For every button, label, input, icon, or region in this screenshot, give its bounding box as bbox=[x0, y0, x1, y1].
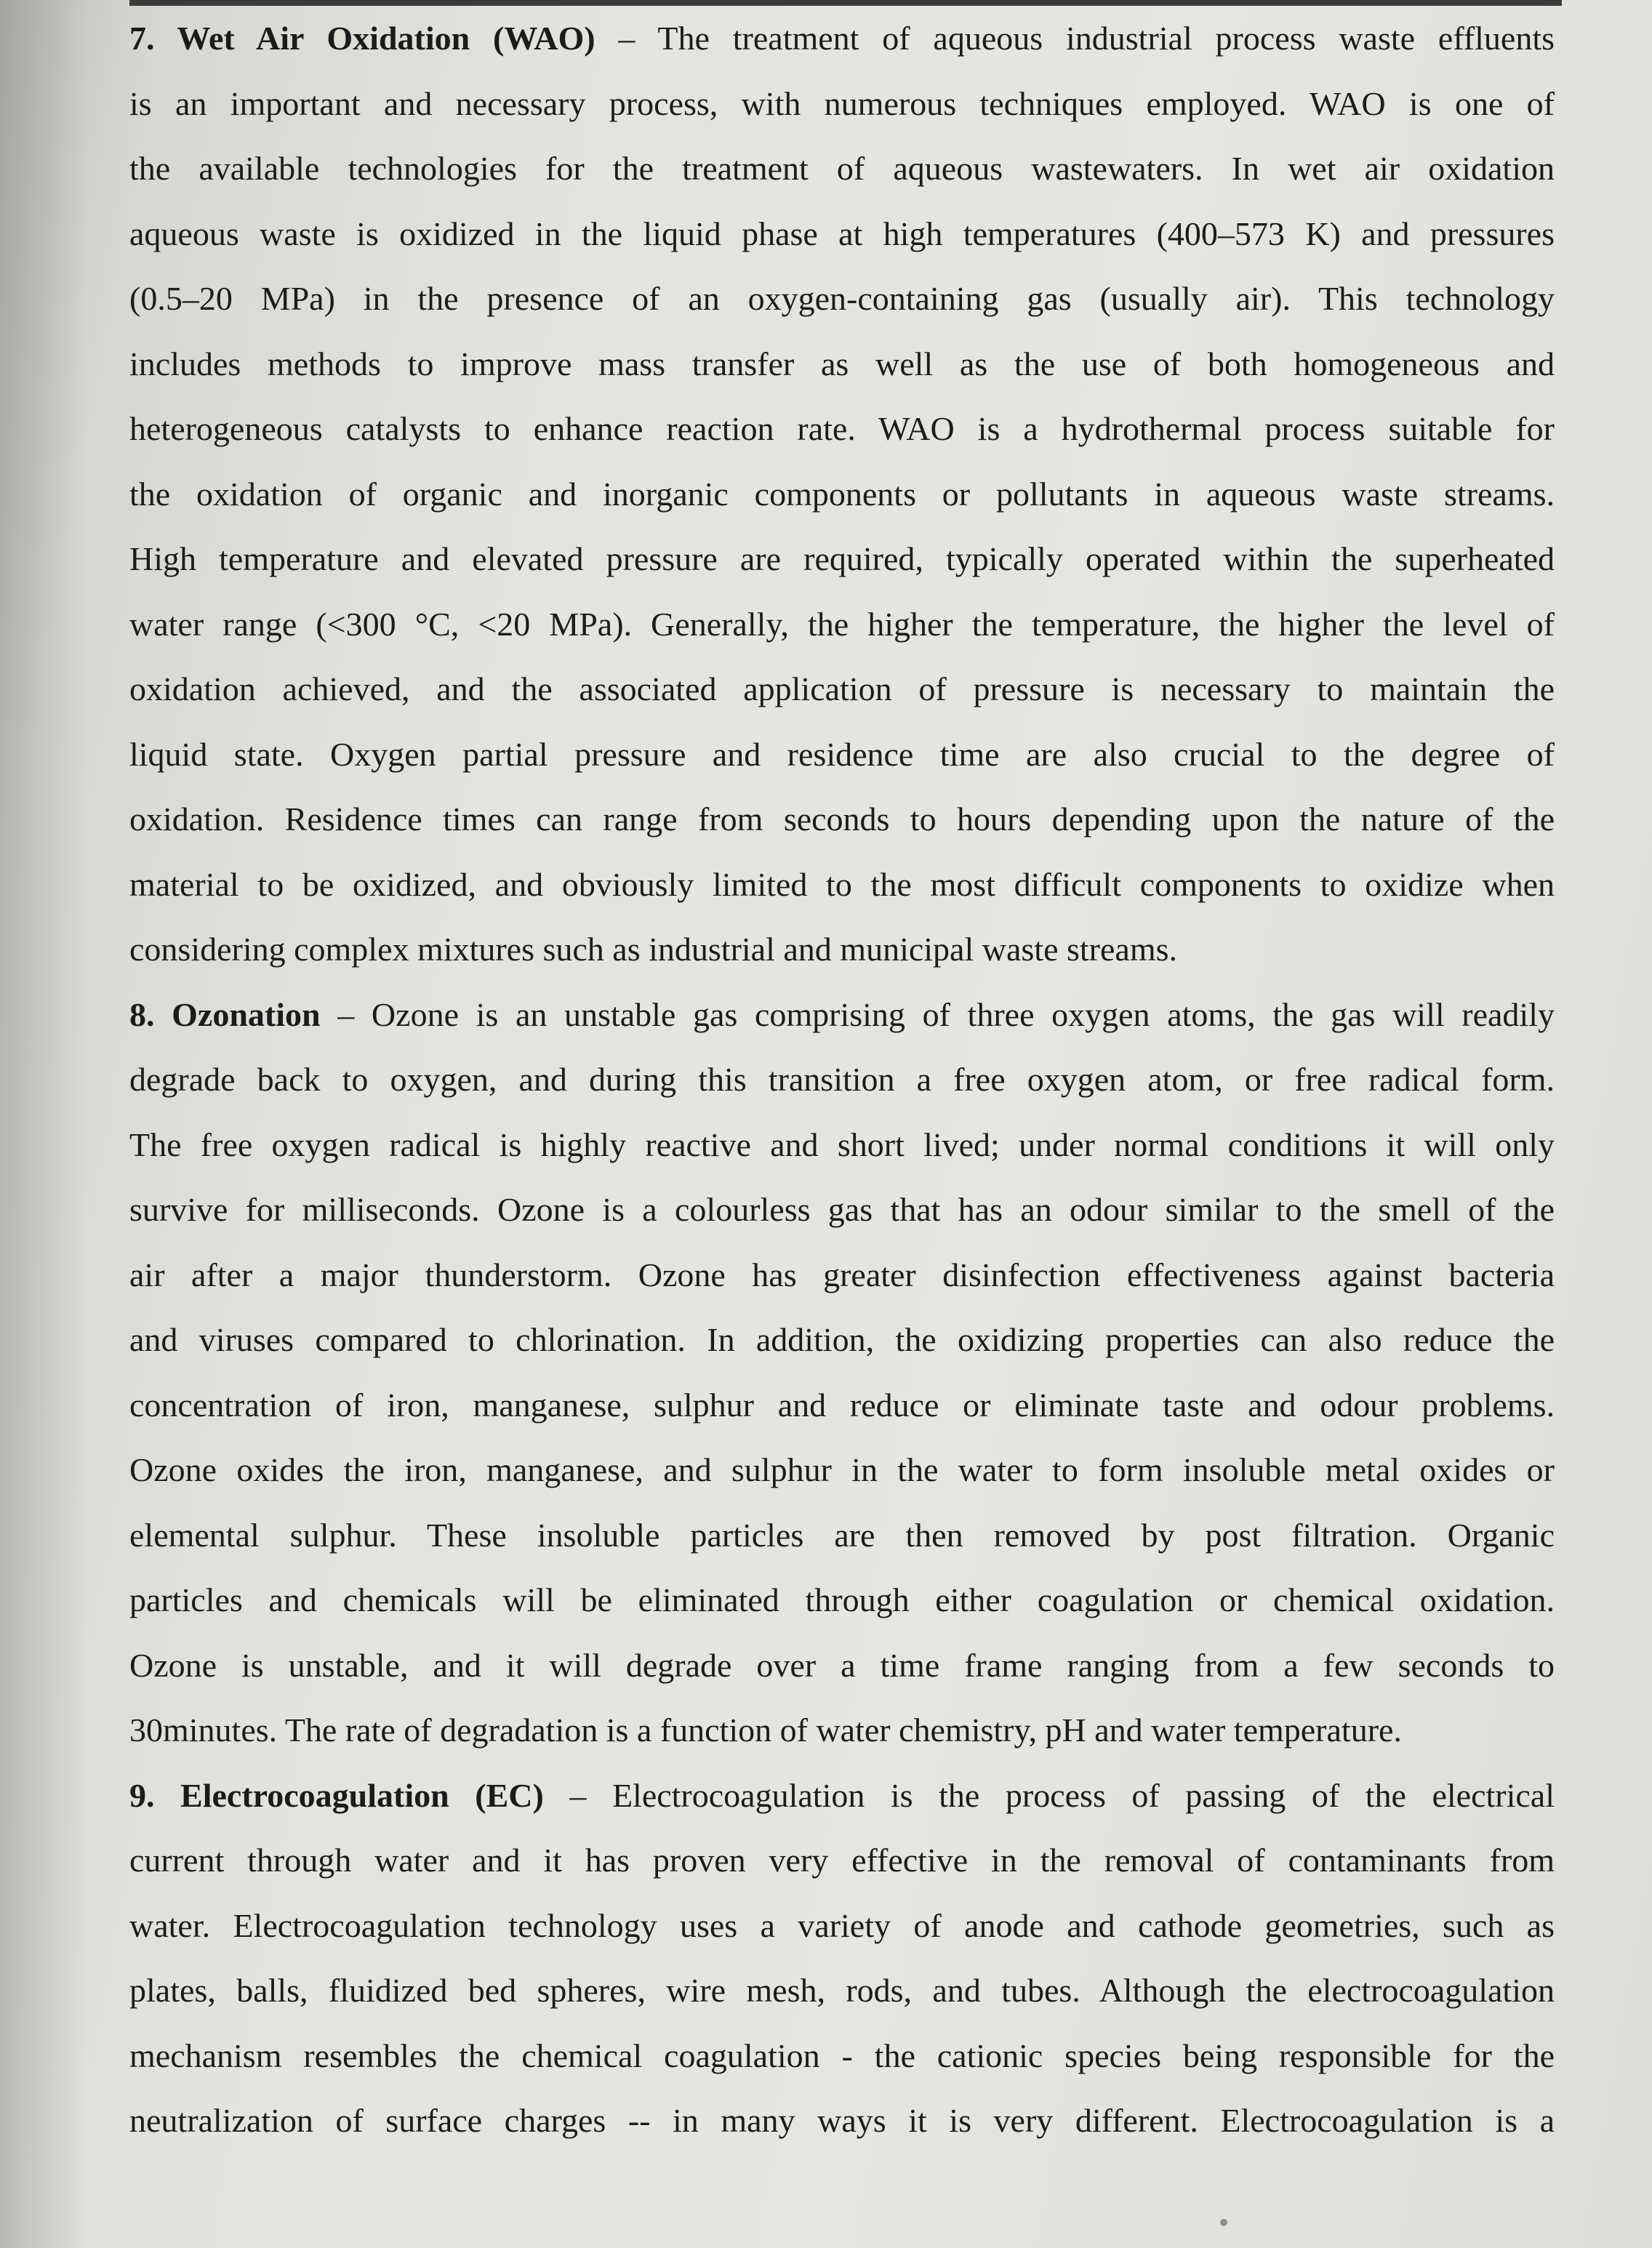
section-9-heading: 9. Electrocoagulation (EC) bbox=[129, 1776, 544, 1814]
paragraph-line: concentration of iron, manganese, sulphur and reduce or eliminate taste and odour problems. bbox=[129, 1386, 1555, 1424]
paragraph-line: 30minutes. The rate of degradation is a function of water chemistry, pH and water temperature. bbox=[129, 1711, 1402, 1749]
paragraph-line: air after a major thunderstorm. Ozone has greater disinfection effectiveness against bacteria bbox=[129, 1256, 1555, 1293]
paragraph-line: Ozone is unstable, and it will degrade over a time frame ranging from a few seconds to bbox=[129, 1646, 1555, 1684]
paragraph-line: The free oxygen radical is highly reactive and short lived; under normal conditions it will only bbox=[129, 1125, 1555, 1163]
paragraph-line: aqueous waste is oxidized in the liquid phase at high temperatures (400–573 K) and pressures bbox=[129, 214, 1555, 252]
paragraph-line: mechanism resembles the chemical coagulation - the cationic species being responsible for the bbox=[129, 2036, 1555, 2074]
paragraph-line: (0.5–20 MPa) in the presence of an oxygen-containing gas (usually air). This technology bbox=[129, 280, 1555, 317]
paragraph-line: survive for milliseconds. Ozone is a colourless gas that has an odour similar to the smell of the bbox=[129, 1191, 1555, 1228]
section-7-lead: – The treatment of aqueous industrial process waste effluents bbox=[595, 20, 1555, 57]
paragraph-line: water. Electrocoagulation technology uses a variety of anode and cathode geometries, such as bbox=[129, 1906, 1555, 1944]
paragraph-line: elemental sulphur. These insoluble particles are then removed by post filtration. Organic bbox=[129, 1516, 1555, 1554]
paragraph-line: the oxidation of organic and inorganic components or pollutants in aqueous waste streams. bbox=[129, 475, 1555, 513]
paragraph-line: current through water and it has proven very effective in the removal of contaminants from bbox=[129, 1842, 1555, 1879]
page-mark bbox=[1220, 2219, 1227, 2226]
section-9-lead: – Electrocoagulation is the process of passing of the electrical bbox=[543, 1776, 1555, 1814]
paragraph-line: considering complex mixtures such as industrial and municipal waste streams. bbox=[129, 931, 1178, 968]
paragraph-line: liquid state. Oxygen partial pressure and residence time are also crucial to the degree of bbox=[129, 735, 1555, 773]
paragraph-line: includes methods to improve mass transfer as well as the use of both homogeneous and bbox=[129, 345, 1555, 382]
paragraph-line: particles and chemicals will be eliminated through either coagulation or chemical oxidation. bbox=[129, 1581, 1555, 1618]
paragraph-line: oxidation achieved, and the associated application of pressure is necessary to maintain the bbox=[129, 670, 1555, 707]
top-rule bbox=[129, 0, 1562, 6]
paragraph-line: water range (<300 °C, <20 MPa). Generally, the higher the temperature, the higher the level of bbox=[129, 605, 1555, 643]
paragraph-line: High temperature and elevated pressure are required, typically operated within the superheated bbox=[129, 540, 1555, 577]
section-9-first-line bbox=[129, 1763, 1555, 1828]
body-text bbox=[129, 6, 1555, 2153]
page-shadow bbox=[0, 0, 87, 2248]
section-7-first-line bbox=[129, 6, 1555, 71]
paragraph-line: material to be oxidized, and obviously limited to the most difficult components to oxidize when bbox=[129, 865, 1555, 903]
paragraph-line: neutralization of surface charges -- in many ways it is very different. Electrocoagulation is a bbox=[129, 2102, 1555, 2139]
paragraph-line: heterogeneous catalysts to enhance reaction rate. WAO is a hydrothermal process suitable for bbox=[129, 410, 1555, 447]
paragraph-line: and viruses compared to chlorination. In addition, the oxidizing properties can also reduce the bbox=[129, 1321, 1555, 1358]
section-8-first-line bbox=[129, 982, 1555, 1048]
paragraph-line: the available technologies for the treatment of aqueous wastewaters. In wet air oxidation bbox=[129, 150, 1555, 187]
paragraph-line: plates, balls, fluidized bed spheres, wire mesh, rods, and tubes. Although the electrocoagulation bbox=[129, 1972, 1555, 2009]
paragraph-line: oxidation. Residence times can range from seconds to hours depending upon the nature of the bbox=[129, 800, 1555, 838]
section-7-heading: 7. Wet Air Oxidation (WAO) bbox=[129, 20, 596, 57]
paragraph-line: degrade back to oxygen, and during this transition a free oxygen atom, or free radical form. bbox=[129, 1061, 1555, 1098]
section-8-lead: – Ozone is an unstable gas comprising of three oxygen atoms, the gas will readily bbox=[320, 995, 1555, 1033]
paragraph-line: is an important and necessary process, with numerous techniques employed. WAO is one of bbox=[129, 84, 1555, 122]
paragraph-line: Ozone oxides the iron, manganese, and sulphur in the water to form insoluble metal oxides or bbox=[129, 1451, 1555, 1488]
section-8-heading: 8. Ozonation bbox=[129, 995, 321, 1033]
